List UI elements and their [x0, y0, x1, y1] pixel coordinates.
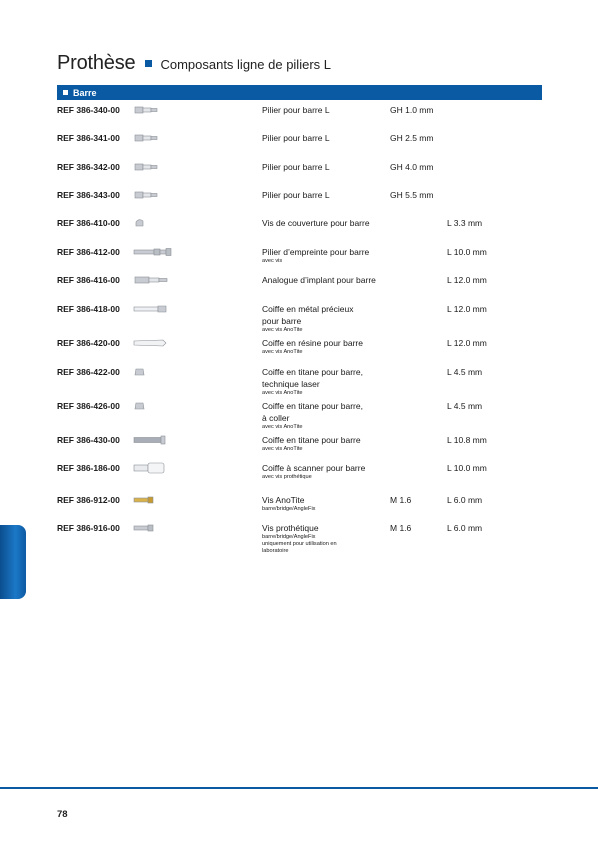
description-cell — [262, 246, 386, 265]
description-cell — [262, 434, 386, 453]
description-cell — [262, 400, 386, 431]
product-description: Analogue d’implant pour barre — [262, 275, 376, 285]
product-note: avec vis AnoTite — [262, 424, 303, 430]
description-cell — [262, 494, 386, 513]
reference-number: REF 386-342-00 — [57, 162, 120, 172]
cover-screw-icon — [133, 217, 173, 229]
product-description: Coiffe à scanner pour barre — [262, 463, 366, 473]
spec-gingival-or-thread: GH 2.5 mm — [390, 133, 434, 143]
reference-number: REF 386-422-00 — [57, 367, 120, 377]
reference-number: REF 386-416-00 — [57, 275, 120, 285]
description-cell — [262, 303, 386, 334]
section-header-bar — [57, 85, 542, 100]
page-title: Prothèse — [57, 52, 136, 74]
product-description: Pilier pour barre L — [262, 190, 330, 200]
spec-length: L 10.0 mm — [447, 463, 487, 473]
spec-length: L 4.5 mm — [447, 367, 483, 377]
spec-gingival-or-thread: M 1.6 — [390, 495, 412, 505]
title-square-icon — [145, 60, 152, 67]
spec-length: L 4.5 mm — [447, 401, 483, 411]
spec-length: L 12.0 mm — [447, 304, 487, 314]
reference-number: REF 386-426-00 — [57, 401, 120, 411]
spec-length: L 6.0 mm — [447, 495, 483, 505]
impression-post-icon — [133, 246, 173, 258]
reference-number: REF 386-430-00 — [57, 435, 120, 445]
page-number: 78 — [57, 809, 68, 820]
product-note: avec vis AnoTite — [262, 349, 303, 355]
titanium-bar-coping-icon — [133, 434, 173, 446]
anotite-screw-icon — [133, 494, 173, 506]
product-note: barre/bridge/AngleFix — [262, 506, 316, 512]
section-square-icon — [63, 90, 68, 95]
product-description: Vis de couverture pour barre — [262, 218, 370, 228]
product-description: Coiffe en métal précieux — [262, 304, 354, 314]
product-note: avec vis AnoTite — [262, 390, 303, 396]
description-cell — [262, 337, 386, 356]
product-description: Coiffe en titane pour barre, — [262, 367, 363, 377]
chapter-side-tab — [0, 525, 26, 599]
product-description: Coiffe en titane pour barre — [262, 435, 361, 445]
product-description: Coiffe en titane pour barre, — [262, 401, 363, 411]
product-note: uniquement pour utilisation en — [262, 541, 337, 547]
product-note: laboratoire — [262, 548, 289, 554]
resin-coping-icon — [133, 337, 173, 349]
metal-coping-icon — [133, 303, 173, 315]
spec-gingival-or-thread: GH 5.5 mm — [390, 190, 434, 200]
reference-number: REF 386-340-00 — [57, 105, 120, 115]
reference-number: REF 386-412-00 — [57, 247, 120, 257]
product-description: à coller — [262, 413, 290, 423]
description-cell — [262, 274, 386, 286]
spec-length: L 10.0 mm — [447, 247, 487, 257]
spec-length: L 10.8 mm — [447, 435, 487, 445]
footer-divider — [0, 787, 598, 789]
spec-gingival-or-thread: GH 4.0 mm — [390, 162, 434, 172]
reference-number: REF 386-410-00 — [57, 218, 120, 228]
spec-gingival-or-thread: GH 1.0 mm — [390, 105, 434, 115]
spec-gingival-or-thread: M 1.6 — [390, 523, 412, 533]
product-note: barre/bridge/AngleFix — [262, 534, 316, 540]
prosthetic-screw-icon — [133, 522, 173, 534]
product-note: avec vis AnoTite — [262, 446, 303, 452]
description-cell — [262, 217, 386, 229]
product-description: pour barre — [262, 316, 302, 326]
product-description: Pilier pour barre L — [262, 133, 330, 143]
description-cell — [262, 132, 386, 144]
reference-number: REF 386-418-00 — [57, 304, 120, 314]
scan-coping-icon — [133, 462, 173, 474]
abutment-icon — [133, 161, 173, 173]
abutment-icon — [133, 132, 173, 144]
reference-number: REF 386-912-00 — [57, 495, 120, 505]
description-cell — [262, 161, 386, 173]
description-cell — [262, 104, 386, 116]
reference-number: REF 386-916-00 — [57, 523, 120, 533]
page-header — [57, 52, 331, 82]
titanium-coping-icon — [133, 366, 173, 378]
product-description: Coiffe en résine pour barre — [262, 338, 363, 348]
product-description: Pilier d’empreinte pour barre — [262, 247, 370, 257]
spec-length: L 12.0 mm — [447, 275, 487, 285]
section-label: Barre — [73, 87, 97, 98]
spec-length: L 12.0 mm — [447, 338, 487, 348]
product-note: avec vis AnoTite — [262, 327, 303, 333]
abutment-icon — [133, 104, 173, 116]
product-description: Vis prothétique — [262, 523, 319, 533]
reference-number: REF 386-186-00 — [57, 463, 120, 473]
page-subtitle: Composants ligne de piliers L — [160, 57, 331, 72]
spec-length: L 6.0 mm — [447, 523, 483, 533]
description-cell — [262, 462, 386, 481]
product-note: avec vis — [262, 258, 283, 264]
product-description: technique laser — [262, 379, 320, 389]
product-description: Vis AnoTite — [262, 495, 305, 505]
reference-number: REF 386-420-00 — [57, 338, 120, 348]
spec-length: L 3.3 mm — [447, 218, 483, 228]
reference-number: REF 386-341-00 — [57, 133, 120, 143]
product-note: avec vis prothétique — [262, 474, 312, 480]
description-cell — [262, 189, 386, 201]
product-description: Pilier pour barre L — [262, 105, 330, 115]
product-description: Pilier pour barre L — [262, 162, 330, 172]
abutment-icon — [133, 189, 173, 201]
description-cell — [262, 522, 386, 555]
description-cell — [262, 366, 386, 397]
reference-number: REF 386-343-00 — [57, 190, 120, 200]
titanium-coping-icon — [133, 400, 173, 412]
implant-analog-icon — [133, 274, 173, 286]
